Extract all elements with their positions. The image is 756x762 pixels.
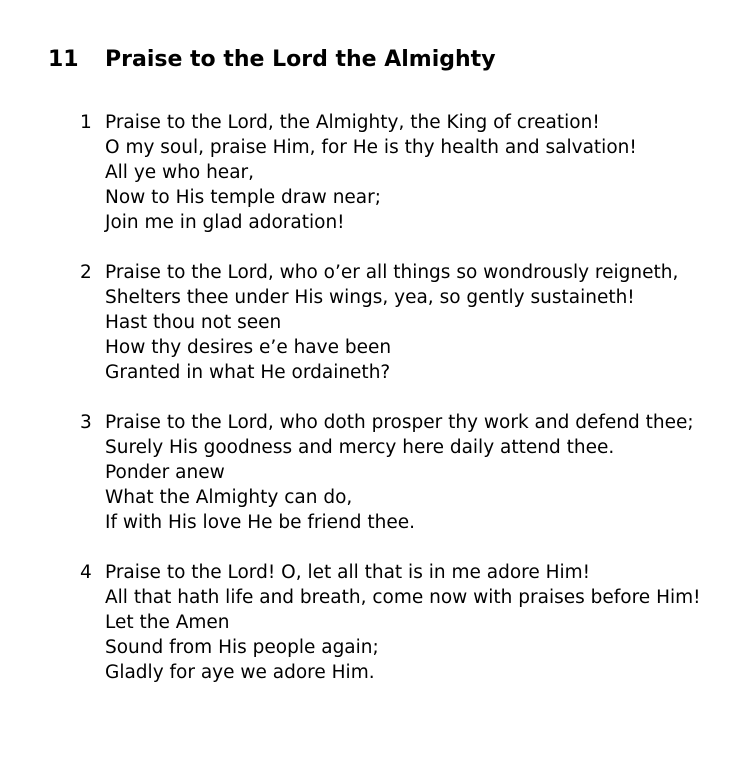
verse-2 (80, 260, 701, 385)
verse-4 (80, 560, 701, 685)
verse-line: O my soul, praise Him, for He is thy health and salvation! (105, 137, 637, 158)
verse-line: Ponder anew (105, 462, 225, 483)
verse-3 (80, 410, 701, 535)
verse-line: Sound from His people again; (105, 637, 379, 658)
verse-line: Praise to the Lord, who doth prosper thy work and defend thee; (105, 412, 694, 433)
verse-line: What the Almighty can do, (105, 487, 353, 508)
verse-line: Let the Amen (105, 612, 230, 633)
verse-line: Praise to the Lord! O, let all that is in me adore Him! (105, 562, 591, 583)
hymn-header (48, 43, 496, 75)
hymn-number: 11 (48, 46, 79, 72)
verse-number: 4 (80, 562, 92, 583)
verse-line: Hast thou not seen (105, 312, 282, 333)
hymn-title: Praise to the Lord the Almighty (105, 46, 496, 72)
verse-lines (105, 110, 637, 235)
verse-line: All ye who hear, (105, 162, 255, 183)
verse-line: All that hath life and breath, come now with praises before Him! (105, 587, 701, 608)
verse-number: 1 (80, 112, 92, 133)
verses (80, 110, 701, 710)
verse-line: Surely His goodness and mercy here daily attend thee. (105, 437, 615, 458)
verse-lines (105, 410, 694, 535)
verse-line: Granted in what He ordaineth? (105, 362, 391, 383)
verse-line: Shelters thee under His wings, yea, so gently sustaineth! (105, 287, 635, 308)
verse-line: Gladly for aye we adore Him. (105, 662, 375, 683)
verse-line: Praise to the Lord, the Almighty, the King of creation! (105, 112, 600, 133)
verse-line: Now to His temple draw near; (105, 187, 381, 208)
verse-number: 3 (80, 412, 92, 433)
verse-lines (105, 260, 678, 385)
verse-line: Praise to the Lord, who o’er all things so wondrously reigneth, (105, 262, 679, 283)
verse-number: 2 (80, 262, 92, 283)
verse-line: If with His love He be friend thee. (105, 512, 416, 533)
verse-line: How thy desires e’e have been (105, 337, 392, 358)
verse-line: Join me in glad adoration! (105, 212, 345, 233)
verse-lines (105, 560, 701, 685)
verse-1 (80, 110, 701, 235)
